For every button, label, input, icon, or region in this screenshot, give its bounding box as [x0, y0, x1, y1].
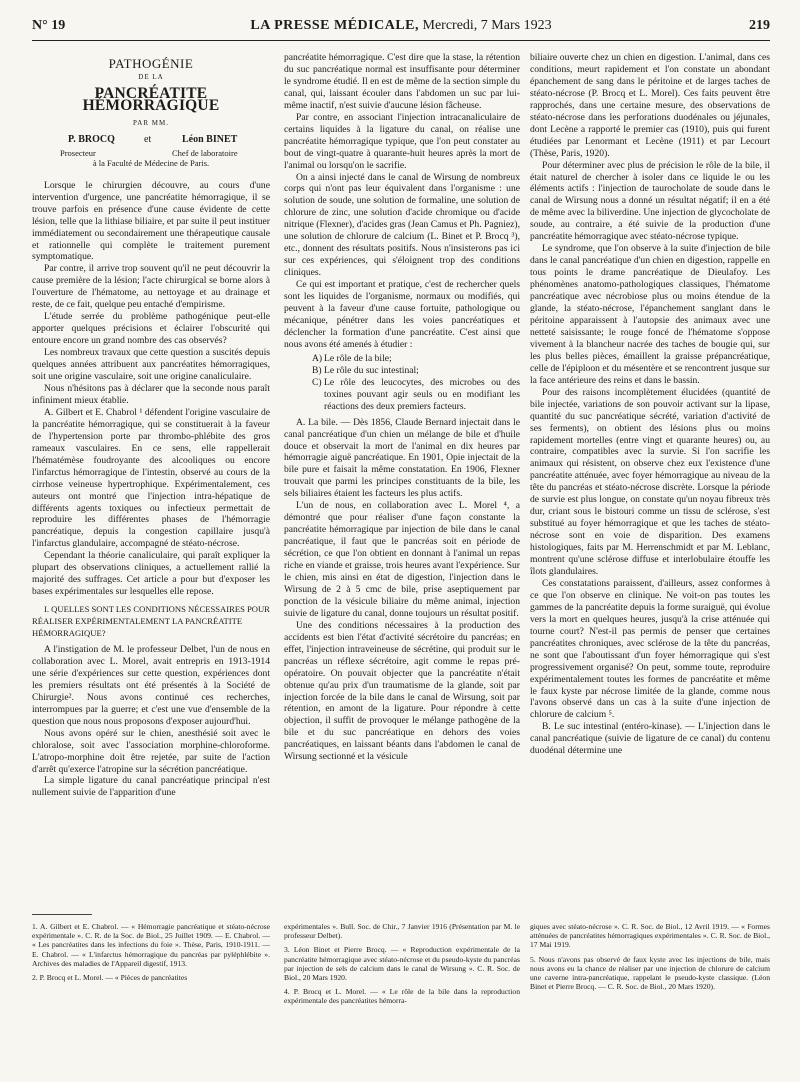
- paragraph: Les nombreux travaux que cette question a suscités depuis quelques années attribuent aux pancréatites hémorragiques, soit une origine vasculaire, soit une origine canaliculaire.: [32, 347, 270, 383]
- paragraph: Nous avons opéré sur le chien, anesthésié soit avec le chloralose, soit avec l'association morphine-chloroforme. L'atropo-morphine doit être rejetée, par suite de l'action d'arrêt qu'exerce l'atropine sur la sécrétion pancréatique.: [32, 727, 270, 775]
- title-pathogenie: PATHOGÉNIE: [108, 56, 194, 71]
- footnote: expérimentales ». Bull. Soc. de Chir., 7 Janvier 1916 (Présentation par M. le professeur Delbet).: [284, 922, 520, 941]
- factor-list: [312, 353, 520, 413]
- page-number: 219: [749, 18, 770, 33]
- page-header: [32, 18, 770, 41]
- paragraph: B. Le suc intestinal (entéro-kinase). — L'injection dans le canal pancréatique (suivie de ligature de ce canal) du contenu duodénal détermine une: [530, 721, 770, 757]
- paragraph: Par contre, il arrive trop souvent qu'il ne peut découvrir la cause première de la lésion; l'acte chirurgical se borne alors à l'ouverture de l'hématome, au nettoyage et au drainage et reste, de ce fait, quelque peu entaché d'empirisme.: [32, 263, 270, 311]
- authors: [32, 134, 270, 148]
- paragraph: L'un de nous, en collaboration avec L. Morel ⁴, a démontré que pour réaliser d'une façon constante la pancréatite hémorragique par injection de bile dans le canal pancréatique, il faut que le pancréas soit en période de sécrétion, ce que l'on obtient en donnant à l'animal un repas riche en viande et graisse, trois heures avant l'expérience. Sur le chien, mis ainsi en état de digestion, l'injection dans le Wirsung de 2 à 5 cmc de bile, prise aseptiquement par ponction de la vésicule biliaire du même animal, injection suivie de ligature du canal, donne toujours un résultat positif.: [284, 500, 520, 619]
- paragraph: Pour des raisons incomplètement élucidées (quantité de bile injectée, variations de son pouvoir activant sur la lipase, quantité du suc pancréatique sécrété, variation d'activité de ses ferments), on obtient des lésions plus ou moins rapidement mortelles (entre vingt et quarante heures) ou, au contraire, compatibles avec la survie. Si l'on sacrifie les animaux qui résistent, on observe chez eux l'existence d'une pancréatite atténuée, avec foyer hémorragique au niveau de la tête du pancréas et stéato-nécrose discrète. Lorsque la période de survie est plus longue, on constate qu'un noyau fibreux très dur, criant sous le bistouri comme un tissu de sclérose, s'est substitué au foyer hémorragique et que les taches de stéato-nécrose sont en voie de disparition. Des examens histologiques, faits par M. Herrenschmidt et par M. Leblanc, montrent qu'une sclérose diffuse et interlobulaire étouffe les îlots glandulaires.: [530, 386, 770, 577]
- footnote: 1. A. Gilbert et E. Chabrol. — « Hémorragie pancréatique et stéato-nécrose expérimentale ». C. R. de la Soc. de Biol., 25 Juillet 1909. — E. Chabrol. — « Les pancréatites dans les infections du foie ». Thèse, Paris, 1910-1911. — E. Chabrol. — « L'infarctus hémorragique du pancréas par pyléphlébite ». Archives des maladies de l'Appareil digestif, 1913.: [32, 922, 270, 968]
- paragraph: Nous n'hésitons pas à déclarer que la seconde nous paraît infiniment mieux établie.: [32, 382, 270, 406]
- paragraph: Lorsque le chirurgien découvre, au cours d'une intervention d'urgence, une pancréatite hémorragique, il se trouve parfois en présence d'une cause évidente de cette lésion, telle que la lithiase biliaire, et par suite il peut instituer immédiatement ou secondairement une thérapeutique causale et rationnelle qui complète le traitement purement symptomatique.: [32, 179, 270, 263]
- author-binet: Léon BINET: [182, 133, 238, 145]
- paragraph: Ce qui est important et pratique, c'est de rechercher quels sont les liquides de l'organisme, normaux ou modifiés, qui peuvent à la faveur d'une cause fortuite, pathologique ou mécanique, pénétrer dans les voies pancréatiques et déclencher la formation d'une pancréatite. C'est ainsi que nous avons été amenés à étudier :: [284, 279, 520, 350]
- paragraph: pancréatite hémorragique. C'est dire que la stase, la rétention du suc pancréatique normal est insuffisante pour déterminer le syndrome étudié. Il en est de même de la section simple du canal, qui, laissant écouler dans l'abdomen un suc par lui-même inactif, n'est suivie d'aucune lésion fâcheuse.: [284, 52, 520, 111]
- issue-date: Mercredi, 7 Mars 1923: [422, 18, 552, 33]
- footnotes-col1: [32, 922, 270, 987]
- paragraph: L'étude serrée du problème pathogénique peut-elle apporter quelques précisions et éclairer l'obscurité qui entoure encore un grand nombre des cas observés?: [32, 311, 270, 347]
- footnotes-col3: [530, 922, 770, 996]
- footnotes-col2: [284, 922, 520, 1011]
- paragraph: Pour déterminer avec plus de précision le rôle de la bile, il était naturel de chercher à isoler dans ce liquide le ou les éléments actifs : l'injection de taurocholate de soude dans le canal de Wirsung nous a donné un résultat négatif; il en a été de même avec la biliverdine. Une injection de glycocholate de soude, au contraire, a été suivie de la production d'une pancréatite hémorragique avec stéato-nécrose typique.: [530, 159, 770, 243]
- journal-name: LA PRESSE MÉDICALE,: [250, 18, 419, 33]
- author-roles: [32, 148, 270, 170]
- paragraph: Cependant la théorie canaliculaire, qui paraît expliquer la plupart des observations cliniques, a actuellement rallié la majorité des suffrages. Cet article a pour but d'exposer les bases expérimentales sur lesquelles elle repose.: [32, 550, 270, 598]
- footnote: 2. P. Brocq et L. Morel. — « Pièces de pancréatites: [32, 973, 188, 983]
- paragraph: Ces constatations paraissent, d'ailleurs, assez conformes à ce que l'on observe en clinique. Ne voit-on pas toutes les gammes de la pancréatite depuis la forme suraiguë, qui évolue vers la mort en quelques heures, jusqu'à la crise atténuée qui tourne court? N'est-il pas permis de penser que certaines pancréatites chroniques, avec sclérose de la tête du pancréas, ne sont que l'aboutissant d'un foyer hémorragique qui s'est progressivement organisé? On peut, somme toute, reproduire expérimentalement toutes les formes de pancréatite et même le faux kyste par nécrose limitée de la glande, comme nous l'avons observé dans un cas à la suite d'une injection de chlorure de calcium ⁵.: [530, 577, 770, 721]
- article-title-block: [32, 58, 270, 170]
- par-mm: PAR MM.: [133, 118, 169, 127]
- column-1: [32, 52, 270, 799]
- footnote: giques avec stéato-nécrose ». C. R. Soc. de Biol., 12 Avril 1919. — « Formes atténuées de pancréatites hémorragiques expérimentales ». C. R. Soc. de Biol., 17 Mai 1919.: [530, 922, 770, 950]
- footnote: 3. Léon Binet et Pierre Brocq. — « Reproduction expérimentale de la pancréatite hémorragique avec stéato-nécrose et du pseudo-kyste du pancréas par injection de sels de calcium dans le canal de Wirsung ». C. R. Soc. de Biol., 20 Mars 1920.: [284, 945, 520, 983]
- role-chef: Chef de laboratoire: [172, 147, 238, 158]
- paragraph: A. Gilbert et E. Chabrol ¹ défendent l'origine vasculaire de la pancréatite hémorragique, qui se constituerait à la faveur de l'hypertension porte par thrombo-phlébite des gros rameaux vasculaires. En ce sens, elle rappellerait l'hématémèse foudroyante des alcooliques ou encore l'infarctus hémorragique de l'intestin, observé au cours de la cirrhose veineuse hypertrophique. Expérimentalement, ces auteurs ont montré que l'injection intra-hépatique de différents agents toxiques ou infectieux permettait de reproduire les différentes phases de l'hémorragie pancréatique, depuis la congestion capillaire jusqu'à l'infarctus glandulaire, accompagné de stéato-nécrose.: [32, 406, 270, 550]
- paragraph: Le syndrome, que l'on observe à la suite d'injection de bile dans le canal pancréatique d'un chien en digestion, rappelle en tous points le drame pancréatique de Dieulafoy. Les phénomènes anatomo-pathologiques classiques, l'hématome pancréatique avec nécrobiose plus ou moins étendue de la glande, la stéato-nécrose, l'épanchement sanglant dans le péritoine apparaissent à l'autopsie des animaux avec une netteté saisissante; le rouge foncé de l'hématome s'oppose vivement à la blancheur nacrée des taches de bougie qui, sur les plus belles pièces, émaillent la graisse prépancréatique, celle de l'épiploon et du mésentère et se rencontrent jusque sur la face antérieure des reins et dans le bassin.: [530, 243, 770, 386]
- running-title: [32, 18, 770, 34]
- role-prosecteur: Prosecteur: [60, 147, 96, 158]
- section-heading: I. QUELLES SONT LES CONDITIONS NÉCESSAIRES POUR RÉALISER EXPÉRIMENTALEMENT LA PANCRÉATITE HÉMORRAGIQUE?: [32, 604, 270, 639]
- issue-number: N° 19: [32, 18, 66, 33]
- paragraph: La simple ligature du canal pancréatique principal n'est nullement suivie de l'apparition d'une: [32, 775, 270, 799]
- authors-et: et: [144, 133, 152, 145]
- list-item: A) Le rôle de la bile;: [312, 352, 392, 364]
- column-2: [284, 52, 520, 763]
- author-brocq: P. BROCQ: [68, 133, 115, 145]
- column-3: [530, 52, 770, 757]
- footnote: 4. P. Brocq et L. Morel. — « Le rôle de la bile dans la reproduction expérimentale des pancréatites hémorra-: [284, 987, 520, 1006]
- affiliation: à la Faculté de Médecine de Paris.: [92, 157, 210, 168]
- paragraph: A l'instigation de M. le professeur Delbet, l'un de nous en collaboration avec L. Morel, avait entrepris en 1913-1914 une série d'expériences sur cette question, expériences dont les premiers résultats ont été présentés à la Société de Chirurgie². Nous avons continué ces recherches, interrompues par la guerre; et c'est une vue d'ensemble de la question que nous nous proposons d'exposer aujourd'hui.: [32, 643, 270, 727]
- paragraph: Par contre, en associant l'injection intracanaliculaire de certains liquides à la ligature du canal, on réalise une pancréatite hémorragique typique, que l'on peut constater au bout de vingt-quatre à quarante-huit heures après la mort de l'animal ou lorsqu'on le sacrifie.: [284, 111, 520, 171]
- paragraph: biliaire ouverte chez un chien en digestion. L'animal, dans ces conditions, meurt rapidement et l'on constate un abondant épanchement de sang dans le péritoine et de larges taches de stéato-nécrose (P. Brocq et L. Morel). Ces faits peuvent être rapprochés, dans une certaine mesure, des observations de stéato-nécrose dans les perforations duodénales ou jéjunales, dont Lecène a rapporté le premier cas (1910), puis qui furent étudiées par Lenormant et Lecène (1911) et par Lecourt (Thèse, Paris, 1920).: [530, 52, 770, 159]
- article-title: PANCRÉATITE HÉMORRAGIQUE: [82, 84, 220, 114]
- list-item: B) Le rôle du suc intestinal;: [312, 364, 419, 376]
- footnote: 5. Nous n'avons pas observé de faux kyste avec les injections de bile, mais nous avons eu la chance de réaliser par une injection de chlorure de calcium une caverne intra-pancréatique, rappelant le pseudo-kyste classique. (Léon Binet et Pierre Brocq. — C. R. Soc. de Biol., 20 Mars 1920).: [530, 954, 770, 992]
- paragraph: On a ainsi injecté dans le canal de Wirsung de nombreux corps qui n'ont pas leur équivalent dans l'organisme : une solution de soude, une solution de formaline, une solution de chlorure de zinc, une solution d'acide chromique ou d'acide nitrique (Flexner), d'acides gras (Jean Camus et Ph. Pagniez), une solution de chlorure de calcium (L. Binet et P. Brocq ³), etc., donnent des résultats positifs. Nous n'insisterons pas ici sur ces expériences, qui s'éloignent trop des conditions cliniques.: [284, 171, 520, 279]
- paragraph: A. La bile. — Dès 1856, Claude Bernard injectait dans le canal pancréatique d'un chien un mélange de bile et d'huile douce et observait la mort de l'animal en dix heures par hémorragie aiguë pancréatique. En 1901, Opie injectait de la bile pure et faisait la même constatation. En 1906, Flexner trouvait que parmi les principes constituants de la bile, les sels biliaires étaient les facteurs les plus actifs.: [284, 416, 520, 500]
- title-de-la: DE LA: [138, 72, 164, 81]
- list-item: C) Le rôle des leucocytes, des microbes ou des toxines pouvant agir seuls ou en modifiant les réactions des deux premiers facteurs.: [312, 376, 520, 412]
- paragraph: Une des conditions nécessaires à la production des accidents est bien l'état d'activité sécrétoire du pancréas; en effet, l'injection intraveineuse de sécrétine, qui produit sur le pancréas un réflexe sécrétoire, agit comme le repas pré-opératoire. On pouvait objecter que la pancréatite n'était obtenue qu'au prix d'un traumatisme de la glande, soit par injection forcée de la bile dans le canal de Wirsung, soit par rétention, en amont de la ligature. Pour répondre à cette objection, il suffit de provoquer le mélange pathogène de la bile et du suc pancréatique en dehors des voies pancréatiques, en laissant béants dans l'abdomen le canal de Wirsung sectionné et la vésicule: [284, 619, 520, 763]
- footnote-rule: [32, 914, 92, 915]
